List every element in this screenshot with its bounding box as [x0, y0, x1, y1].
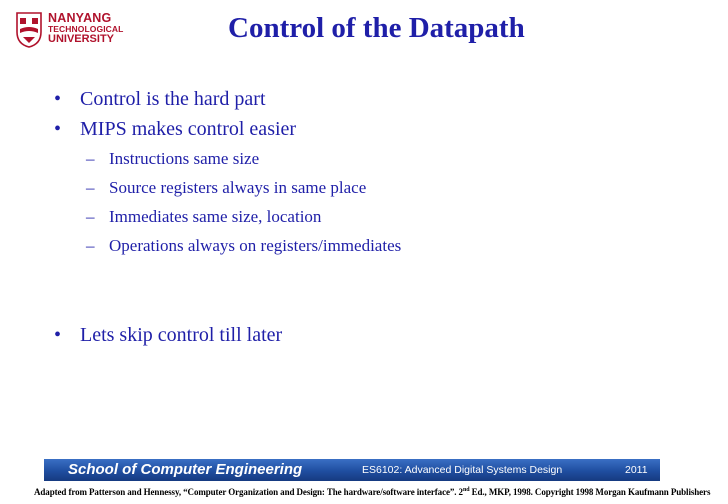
bullet-text: Control is the hard part	[80, 88, 266, 110]
sub-bullet-text: Source registers always in same place	[109, 178, 367, 197]
course-name: ES6102: Advanced Digital Systems Design	[362, 464, 563, 476]
bullet-item	[54, 320, 694, 350]
dash-icon: –	[86, 207, 95, 226]
bullet-text: Lets skip control till later	[80, 324, 283, 346]
bullet-icon: •	[54, 88, 62, 110]
crest-icon	[16, 12, 42, 48]
dash-icon: –	[86, 178, 95, 197]
sub-bullet-item	[86, 231, 694, 260]
logo-line2: TECHNOLOGICAL	[48, 24, 124, 35]
dash-icon: –	[86, 236, 95, 255]
credit-text-start: Adapted from Patterson and Hennessy, “Computer Organization and Design: The hardware/software interface”. 2	[34, 487, 463, 497]
logo-line3: UNIVERSITY	[48, 33, 115, 46]
year-label: 2011	[625, 464, 648, 476]
sub-bullet-text: Operations always on registers/immediates	[109, 236, 402, 255]
school-name: School of Computer Engineering	[68, 461, 303, 478]
slide-title: Control of the Datapath	[228, 12, 525, 44]
bullet-item	[54, 84, 694, 114]
bullet-icon: •	[54, 118, 62, 140]
credit-superscript: nd	[462, 487, 470, 493]
logo-line1: NANYANG	[48, 11, 112, 25]
dash-icon: –	[86, 149, 95, 168]
sub-bullet-item	[86, 144, 694, 173]
sub-bullet-text: Instructions same size	[109, 149, 260, 168]
sub-bullet-text: Immediates same size, location	[109, 207, 322, 226]
bullet-text: MIPS makes control easier	[80, 118, 297, 140]
logo-wordmark	[48, 12, 123, 46]
credit-text-end: Ed., MKP, 1998. Copyright 1998 Morgan Kaufmann Publishers	[469, 487, 711, 497]
bullet-item	[54, 114, 694, 144]
credit-line	[34, 487, 710, 497]
spacer	[54, 260, 694, 320]
sub-bullet-item	[86, 202, 694, 231]
bullet-icon: •	[54, 324, 62, 346]
university-logo	[16, 10, 126, 54]
sub-bullet-item	[86, 173, 694, 202]
bullet-list	[54, 84, 694, 350]
